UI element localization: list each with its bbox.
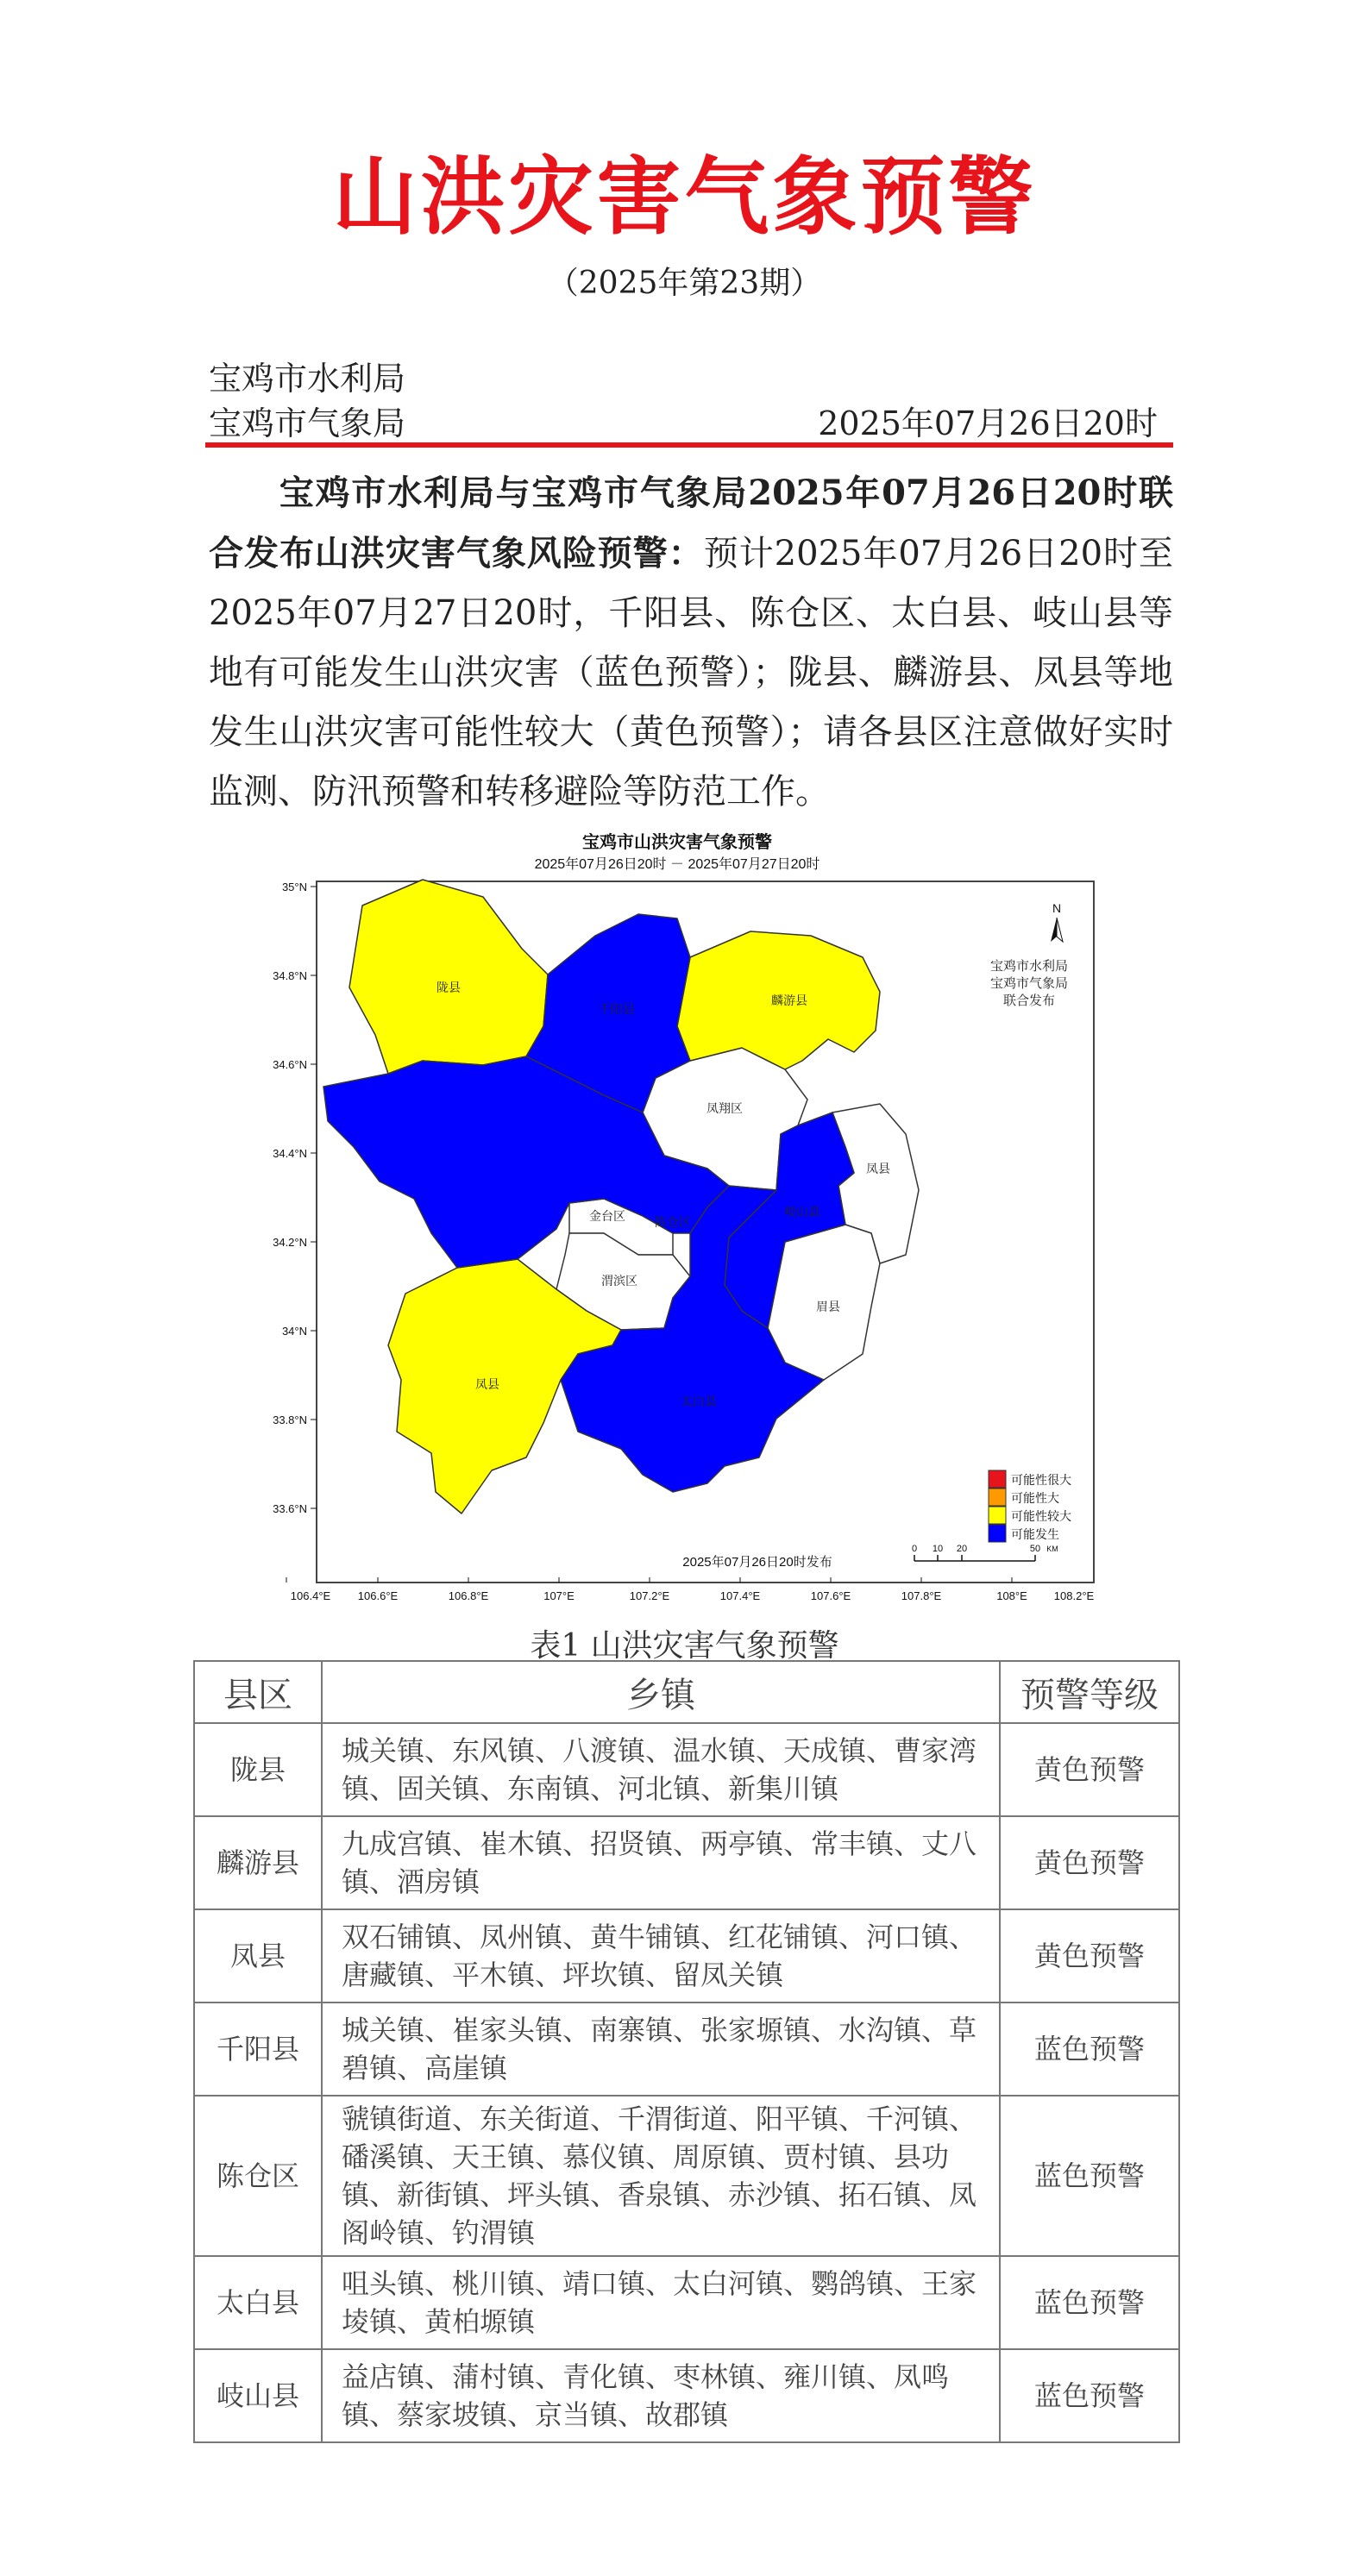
county-cell: 陇县 <box>194 1723 322 1816</box>
table-row <box>194 2096 1179 2256</box>
body-paragraph <box>209 463 1173 822</box>
lon-label-107-2: 107.2°E <box>629 1589 670 1602</box>
issuer-meteorological-bureau: 宝鸡市气象局 <box>209 404 406 442</box>
issuer-water-bureau: 宝鸡市水利局 <box>209 360 406 398</box>
lat-label-34-6: 34.6°N <box>273 1058 307 1071</box>
lat-label-34-2: 34.2°N <box>273 1236 307 1249</box>
label-linyou: 麟游县 <box>771 993 807 1007</box>
legend-label-possible: 可能发生 <box>1011 1527 1059 1541</box>
lat-label-33-8: 33.8°N <box>273 1413 307 1426</box>
lon-axis-labels <box>259 1589 1096 1610</box>
towns-cell: 益店镇、蒲村镇、青化镇、枣林镇、雍川镇、凤鸣镇、蔡家坡镇、京当镇、故郡镇 <box>322 2349 1000 2442</box>
scale-label-km: KM <box>1046 1545 1058 1553</box>
issue-number: （2025年第23期） <box>547 266 822 301</box>
lat-label-33-6: 33.6°N <box>273 1502 307 1515</box>
towns-cell: 双石铺镇、凤州镇、黄牛铺镇、红花铺镇、河口镇、唐藏镇、平木镇、坪坎镇、留凤关镇 <box>322 1909 1000 2003</box>
lat-label-34-8: 34.8°N <box>273 969 307 982</box>
towns-cell: 九成宫镇、崔木镇、招贤镇、两亭镇、常丰镇、丈八镇、酒房镇 <box>322 1816 1000 1909</box>
level-cell: 蓝色预警 <box>1000 2003 1179 2096</box>
legend-label-very-high: 可能性很大 <box>1011 1473 1071 1487</box>
publisher-line-3: 联合发布 <box>1002 993 1056 1008</box>
lon-label-108: 108°E <box>996 1589 1027 1602</box>
lon-label-107-8: 107.8°E <box>901 1589 942 1602</box>
publisher-line-2: 宝鸡市气象局 <box>989 976 1069 991</box>
lon-label-107-4: 107.4°E <box>719 1589 761 1602</box>
release-time: 2025年07月26日20时发布 <box>682 1555 832 1570</box>
legend-swatch-very-high <box>989 1470 1006 1488</box>
map-title: 宝鸡市山洪灾害气象预警 <box>582 833 772 852</box>
towns-cell: 城关镇、崔家头镇、南寨镇、张家塬镇、水沟镇、草碧镇、高崖镇 <box>322 2003 1000 2096</box>
publisher-line-1: 宝鸡市水利局 <box>989 959 1069 974</box>
red-divider <box>205 442 1173 448</box>
table-row <box>194 1816 1179 1909</box>
lat-label-35: 35°N <box>281 881 307 893</box>
level-cell: 黄色预警 <box>1000 1816 1179 1909</box>
legend-label-moderate: 可能性较大 <box>1011 1509 1071 1523</box>
table-row <box>194 1723 1179 1816</box>
header-level: 预警等级 <box>1000 1661 1179 1723</box>
scale-label-50: 50 <box>1029 1544 1041 1554</box>
issue-time: 2025年07月26日20时 <box>818 404 1158 442</box>
county-cell: 麟游县 <box>194 1816 322 1909</box>
legend-swatch-high <box>989 1489 1006 1506</box>
towns-cell: 虢镇街道、东关街道、千渭街道、阳平镇、千河镇、磻溪镇、天王镇、慕仪镇、周原镇、贾村镇、县功镇、新街镇、坪头镇、香泉镇、赤沙镇、拓石镇、凤阁岭镇、钓渭镇 <box>322 2096 1000 2256</box>
legend-label-high: 可能性大 <box>1011 1491 1059 1505</box>
label-qianyang: 千阳县 <box>599 1002 635 1016</box>
label-taibai: 太白县 <box>681 1395 717 1408</box>
towns-cell: 城关镇、东风镇、八渡镇、温水镇、天成镇、曹家湾镇、固关镇、东南镇、河北镇、新集川镇 <box>322 1723 1000 1816</box>
lat-label-34-4: 34.4°N <box>273 1147 307 1160</box>
level-cell: 蓝色预警 <box>1000 2256 1179 2349</box>
body-lead: 宝鸡市水利局与宝鸡市气象局2025年07月26日20时联合发布山洪灾害气象风险预警： <box>209 473 1173 573</box>
table-row <box>194 2256 1179 2349</box>
lon-label-107: 107°E <box>543 1589 575 1602</box>
level-cell: 蓝色预警 <box>1000 2349 1179 2442</box>
label-qishan: 岐山县 <box>784 1205 820 1219</box>
scale-label-10: 10 <box>932 1544 944 1554</box>
level-cell: 黄色预警 <box>1000 1723 1179 1816</box>
lon-label-108-2: 108.2°E <box>1053 1589 1095 1602</box>
label-mei: 眉县 <box>816 1300 840 1313</box>
county-cell: 凤县 <box>194 1909 322 2003</box>
table-row <box>194 2349 1179 2442</box>
legend-swatch-possible <box>989 1525 1006 1542</box>
table-row <box>194 2003 1179 2096</box>
county-cell: 千阳县 <box>194 2003 322 2096</box>
county-cell: 陈仓区 <box>194 2096 322 2256</box>
lon-label-106-4: 106.4°E <box>290 1589 331 1602</box>
warning-map <box>259 828 1096 1587</box>
document-title: 山洪灾害气象预警 <box>332 148 1037 247</box>
level-cell: 蓝色预警 <box>1000 2096 1179 2256</box>
label-long: 陇县 <box>436 981 461 994</box>
scale-label-20: 20 <box>956 1544 968 1554</box>
county-cell: 岐山县 <box>194 2349 322 2442</box>
lat-label-34: 34°N <box>281 1325 307 1338</box>
map-subtitle: 2025年07月26日20时 － 2025年07月27日20时 <box>534 857 820 872</box>
warning-table <box>193 1660 1180 2443</box>
north-label: N <box>1052 901 1062 915</box>
label-feng: 凤县 <box>475 1377 499 1391</box>
county-cell: 太白县 <box>194 2256 322 2349</box>
table-header-row <box>194 1661 1179 1723</box>
towns-cell: 咀头镇、桃川镇、靖口镇、太白河镇、鹦鸽镇、王家堎镇、黄柏塬镇 <box>322 2256 1000 2349</box>
table-row <box>194 1909 1179 2003</box>
lon-label-107-6: 107.6°E <box>810 1589 851 1602</box>
label-weibin: 渭滨区 <box>601 1274 637 1288</box>
header-county: 县区 <box>194 1661 322 1723</box>
body-text: 预计2025年07月26日20时至2025年07月27日20时，千阳县、陈仓区、太白县、岐山县等地有可能发生山洪灾害（蓝色预警）；陇县、麟游县、凤县等地发生山洪灾害可能性较大（黄色预警）；请各县区注意做好实时监测、防汛预警和转移避险等防范工作。 <box>209 534 1174 812</box>
header-towns: 乡镇 <box>322 1661 1000 1723</box>
table-caption: 表1 山洪灾害气象预警 <box>530 1628 839 1664</box>
label-fengxiang: 凤翔区 <box>706 1101 743 1115</box>
legend-swatch-moderate <box>989 1507 1006 1524</box>
label-fufeng: 凤县 <box>866 1162 890 1175</box>
level-cell: 黄色预警 <box>1000 1909 1179 2003</box>
lon-label-106-6: 106.6°E <box>357 1589 399 1602</box>
label-chencang: 陈仓区 <box>655 1215 691 1229</box>
lon-label-106-8: 106.8°E <box>448 1589 489 1602</box>
label-jintai: 金台区 <box>589 1209 625 1223</box>
scale-label-0: 0 <box>911 1544 918 1554</box>
